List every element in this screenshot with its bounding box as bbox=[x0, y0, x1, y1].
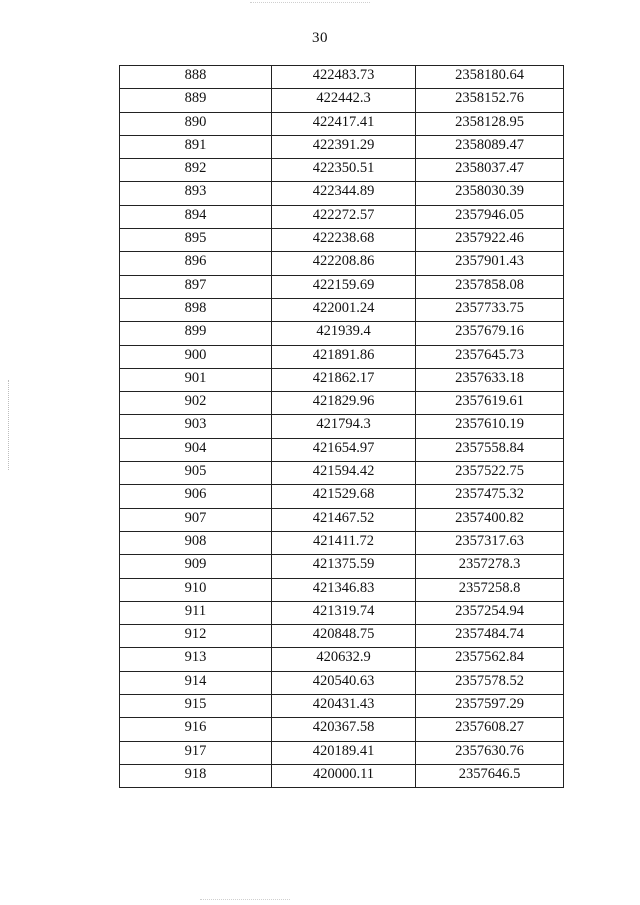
point-number-cell: 890 bbox=[120, 112, 272, 135]
point-number-cell: 912 bbox=[120, 625, 272, 648]
point-number-cell: 905 bbox=[120, 462, 272, 485]
table-row bbox=[120, 66, 564, 89]
x-coordinate-cell: 422442.3 bbox=[272, 89, 416, 112]
y-coordinate-cell: 2357901.43 bbox=[416, 252, 564, 275]
point-number-cell: 910 bbox=[120, 578, 272, 601]
x-coordinate-cell: 421346.83 bbox=[272, 578, 416, 601]
x-coordinate-cell: 420000.11 bbox=[272, 764, 416, 787]
table-row bbox=[120, 648, 564, 671]
point-number-cell: 909 bbox=[120, 555, 272, 578]
point-number-cell: 896 bbox=[120, 252, 272, 275]
x-coordinate-cell: 420848.75 bbox=[272, 625, 416, 648]
point-number-cell: 914 bbox=[120, 671, 272, 694]
table-row bbox=[120, 368, 564, 391]
table-row bbox=[120, 205, 564, 228]
y-coordinate-cell: 2357922.46 bbox=[416, 229, 564, 252]
x-coordinate-cell: 422417.41 bbox=[272, 112, 416, 135]
table-row bbox=[120, 252, 564, 275]
y-coordinate-cell: 2357679.16 bbox=[416, 322, 564, 345]
x-coordinate-cell: 422238.68 bbox=[272, 229, 416, 252]
y-coordinate-cell: 2357578.52 bbox=[416, 671, 564, 694]
x-coordinate-cell: 420431.43 bbox=[272, 695, 416, 718]
x-coordinate-cell: 421411.72 bbox=[272, 531, 416, 554]
point-number-cell: 916 bbox=[120, 718, 272, 741]
y-coordinate-cell: 2357608.27 bbox=[416, 718, 564, 741]
x-coordinate-cell: 421891.86 bbox=[272, 345, 416, 368]
table-row bbox=[120, 531, 564, 554]
coordinates-table-body bbox=[120, 66, 564, 788]
table-row bbox=[120, 508, 564, 531]
scan-artifact-top bbox=[250, 2, 370, 4]
y-coordinate-cell: 2357645.73 bbox=[416, 345, 564, 368]
x-coordinate-cell: 421319.74 bbox=[272, 601, 416, 624]
x-coordinate-cell: 420189.41 bbox=[272, 741, 416, 764]
y-coordinate-cell: 2357733.75 bbox=[416, 298, 564, 321]
y-coordinate-cell: 2357484.74 bbox=[416, 625, 564, 648]
y-coordinate-cell: 2357522.75 bbox=[416, 462, 564, 485]
table-row bbox=[120, 135, 564, 158]
y-coordinate-cell: 2357610.19 bbox=[416, 415, 564, 438]
y-coordinate-cell: 2358152.76 bbox=[416, 89, 564, 112]
page-number: 30 bbox=[312, 30, 328, 46]
x-coordinate-cell: 421829.96 bbox=[272, 392, 416, 415]
table-row bbox=[120, 392, 564, 415]
x-coordinate-cell: 422350.51 bbox=[272, 159, 416, 182]
point-number-cell: 897 bbox=[120, 275, 272, 298]
table-row bbox=[120, 112, 564, 135]
x-coordinate-cell: 420540.63 bbox=[272, 671, 416, 694]
table-row bbox=[120, 182, 564, 205]
x-coordinate-cell: 422344.89 bbox=[272, 182, 416, 205]
x-coordinate-cell: 421467.52 bbox=[272, 508, 416, 531]
x-coordinate-cell: 422391.29 bbox=[272, 135, 416, 158]
y-coordinate-cell: 2357562.84 bbox=[416, 648, 564, 671]
table-row bbox=[120, 601, 564, 624]
point-number-cell: 895 bbox=[120, 229, 272, 252]
table-row bbox=[120, 555, 564, 578]
y-coordinate-cell: 2357258.8 bbox=[416, 578, 564, 601]
table-row bbox=[120, 764, 564, 787]
table-row bbox=[120, 345, 564, 368]
table-row bbox=[120, 578, 564, 601]
y-coordinate-cell: 2357558.84 bbox=[416, 438, 564, 461]
table-row bbox=[120, 89, 564, 112]
point-number-cell: 917 bbox=[120, 741, 272, 764]
x-coordinate-cell: 422272.57 bbox=[272, 205, 416, 228]
x-coordinate-cell: 421375.59 bbox=[272, 555, 416, 578]
table-row bbox=[120, 159, 564, 182]
x-coordinate-cell: 420367.58 bbox=[272, 718, 416, 741]
point-number-cell: 900 bbox=[120, 345, 272, 368]
table-row bbox=[120, 671, 564, 694]
point-number-cell: 911 bbox=[120, 601, 272, 624]
x-coordinate-cell: 420632.9 bbox=[272, 648, 416, 671]
coordinates-table bbox=[119, 65, 564, 788]
y-coordinate-cell: 2357630.76 bbox=[416, 741, 564, 764]
y-coordinate-cell: 2358180.64 bbox=[416, 66, 564, 89]
point-number-cell: 899 bbox=[120, 322, 272, 345]
point-number-cell: 913 bbox=[120, 648, 272, 671]
y-coordinate-cell: 2357646.5 bbox=[416, 764, 564, 787]
table-row bbox=[120, 741, 564, 764]
x-coordinate-cell: 421529.68 bbox=[272, 485, 416, 508]
table-row bbox=[120, 438, 564, 461]
table-row bbox=[120, 275, 564, 298]
table-row bbox=[120, 322, 564, 345]
x-coordinate-cell: 421862.17 bbox=[272, 368, 416, 391]
point-number-cell: 907 bbox=[120, 508, 272, 531]
scan-artifact-bottom bbox=[200, 899, 290, 901]
point-number-cell: 893 bbox=[120, 182, 272, 205]
y-coordinate-cell: 2358089.47 bbox=[416, 135, 564, 158]
table-row bbox=[120, 625, 564, 648]
x-coordinate-cell: 422001.24 bbox=[272, 298, 416, 321]
point-number-cell: 918 bbox=[120, 764, 272, 787]
y-coordinate-cell: 2357400.82 bbox=[416, 508, 564, 531]
x-coordinate-cell: 422483.73 bbox=[272, 66, 416, 89]
x-coordinate-cell: 421794.3 bbox=[272, 415, 416, 438]
point-number-cell: 906 bbox=[120, 485, 272, 508]
y-coordinate-cell: 2357475.32 bbox=[416, 485, 564, 508]
point-number-cell: 901 bbox=[120, 368, 272, 391]
table-row bbox=[120, 695, 564, 718]
point-number-cell: 891 bbox=[120, 135, 272, 158]
table-row bbox=[120, 462, 564, 485]
y-coordinate-cell: 2357597.29 bbox=[416, 695, 564, 718]
point-number-cell: 908 bbox=[120, 531, 272, 554]
point-number-cell: 903 bbox=[120, 415, 272, 438]
point-number-cell: 904 bbox=[120, 438, 272, 461]
x-coordinate-cell: 422159.69 bbox=[272, 275, 416, 298]
y-coordinate-cell: 2358030.39 bbox=[416, 182, 564, 205]
point-number-cell: 889 bbox=[120, 89, 272, 112]
table-row bbox=[120, 485, 564, 508]
y-coordinate-cell: 2357946.05 bbox=[416, 205, 564, 228]
point-number-cell: 902 bbox=[120, 392, 272, 415]
point-number-cell: 892 bbox=[120, 159, 272, 182]
point-number-cell: 915 bbox=[120, 695, 272, 718]
table-row bbox=[120, 718, 564, 741]
point-number-cell: 898 bbox=[120, 298, 272, 321]
y-coordinate-cell: 2358128.95 bbox=[416, 112, 564, 135]
table-row bbox=[120, 415, 564, 438]
y-coordinate-cell: 2357619.61 bbox=[416, 392, 564, 415]
scan-artifact-left bbox=[8, 380, 10, 470]
point-number-cell: 894 bbox=[120, 205, 272, 228]
y-coordinate-cell: 2357317.63 bbox=[416, 531, 564, 554]
x-coordinate-cell: 421594.42 bbox=[272, 462, 416, 485]
y-coordinate-cell: 2357633.18 bbox=[416, 368, 564, 391]
y-coordinate-cell: 2357858.08 bbox=[416, 275, 564, 298]
y-coordinate-cell: 2357278.3 bbox=[416, 555, 564, 578]
x-coordinate-cell: 421654.97 bbox=[272, 438, 416, 461]
y-coordinate-cell: 2357254.94 bbox=[416, 601, 564, 624]
table-row bbox=[120, 298, 564, 321]
y-coordinate-cell: 2358037.47 bbox=[416, 159, 564, 182]
table-row bbox=[120, 229, 564, 252]
point-number-cell: 888 bbox=[120, 66, 272, 89]
x-coordinate-cell: 421939.4 bbox=[272, 322, 416, 345]
x-coordinate-cell: 422208.86 bbox=[272, 252, 416, 275]
